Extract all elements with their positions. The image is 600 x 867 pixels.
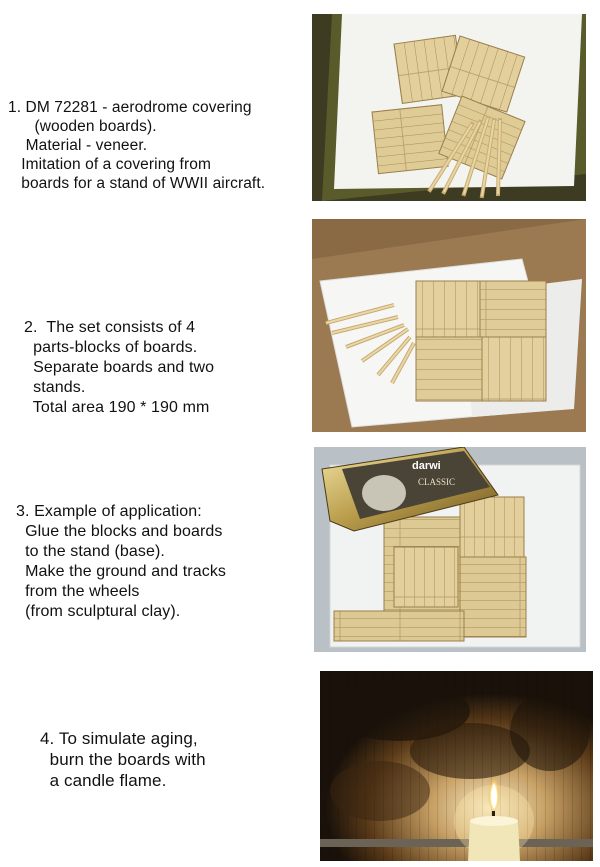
step-1-photo bbox=[312, 14, 586, 201]
step-3-photo bbox=[314, 447, 586, 652]
step-2-line-2: parts-blocks of boards. bbox=[24, 339, 198, 356]
step-4-text bbox=[40, 728, 206, 791]
step-4-line-3: a candle flame. bbox=[40, 771, 167, 790]
step-2-text bbox=[24, 318, 214, 418]
step-4-line-1: 4. To simulate aging, bbox=[40, 729, 198, 748]
step-1-line-3: Material - veneer. bbox=[8, 137, 148, 154]
step-2-line-3: Separate boards and two bbox=[24, 359, 215, 376]
step-2-line-4: stands. bbox=[24, 379, 86, 396]
step-1-text bbox=[8, 98, 265, 193]
step-4-photo bbox=[320, 671, 593, 861]
step-3-line-4: Make the ground and tracks bbox=[16, 563, 227, 580]
step-1-line-4: Imitation of a covering from bbox=[8, 156, 211, 173]
step-3-line-3: to the stand (base). bbox=[16, 543, 165, 560]
clay-product-text: CLASSIC bbox=[418, 477, 456, 487]
step-1-line-2: (wooden boards). bbox=[8, 118, 157, 135]
clay-brand-text: darwi bbox=[412, 460, 441, 472]
step-2-line-1: 2. The set consists of 4 bbox=[24, 319, 196, 336]
step-1-line-5: boards for a stand of WWII aircraft. bbox=[8, 175, 266, 192]
step-3-line-6: (from sculptural clay). bbox=[16, 603, 181, 620]
step-3-line-5: from the wheels bbox=[16, 583, 140, 600]
step-2-photo bbox=[312, 219, 586, 432]
step-3-text bbox=[16, 502, 226, 622]
step-3-line-2: Glue the blocks and boards bbox=[16, 523, 223, 540]
step-3-line-1: 3. Example of application: bbox=[16, 503, 202, 520]
step-4-line-2: burn the boards with bbox=[40, 750, 206, 769]
step-2-line-5: Total area 190 * 190 mm bbox=[24, 399, 210, 416]
step-1-line-1: 1. DM 72281 - aerodrome covering bbox=[8, 99, 252, 116]
